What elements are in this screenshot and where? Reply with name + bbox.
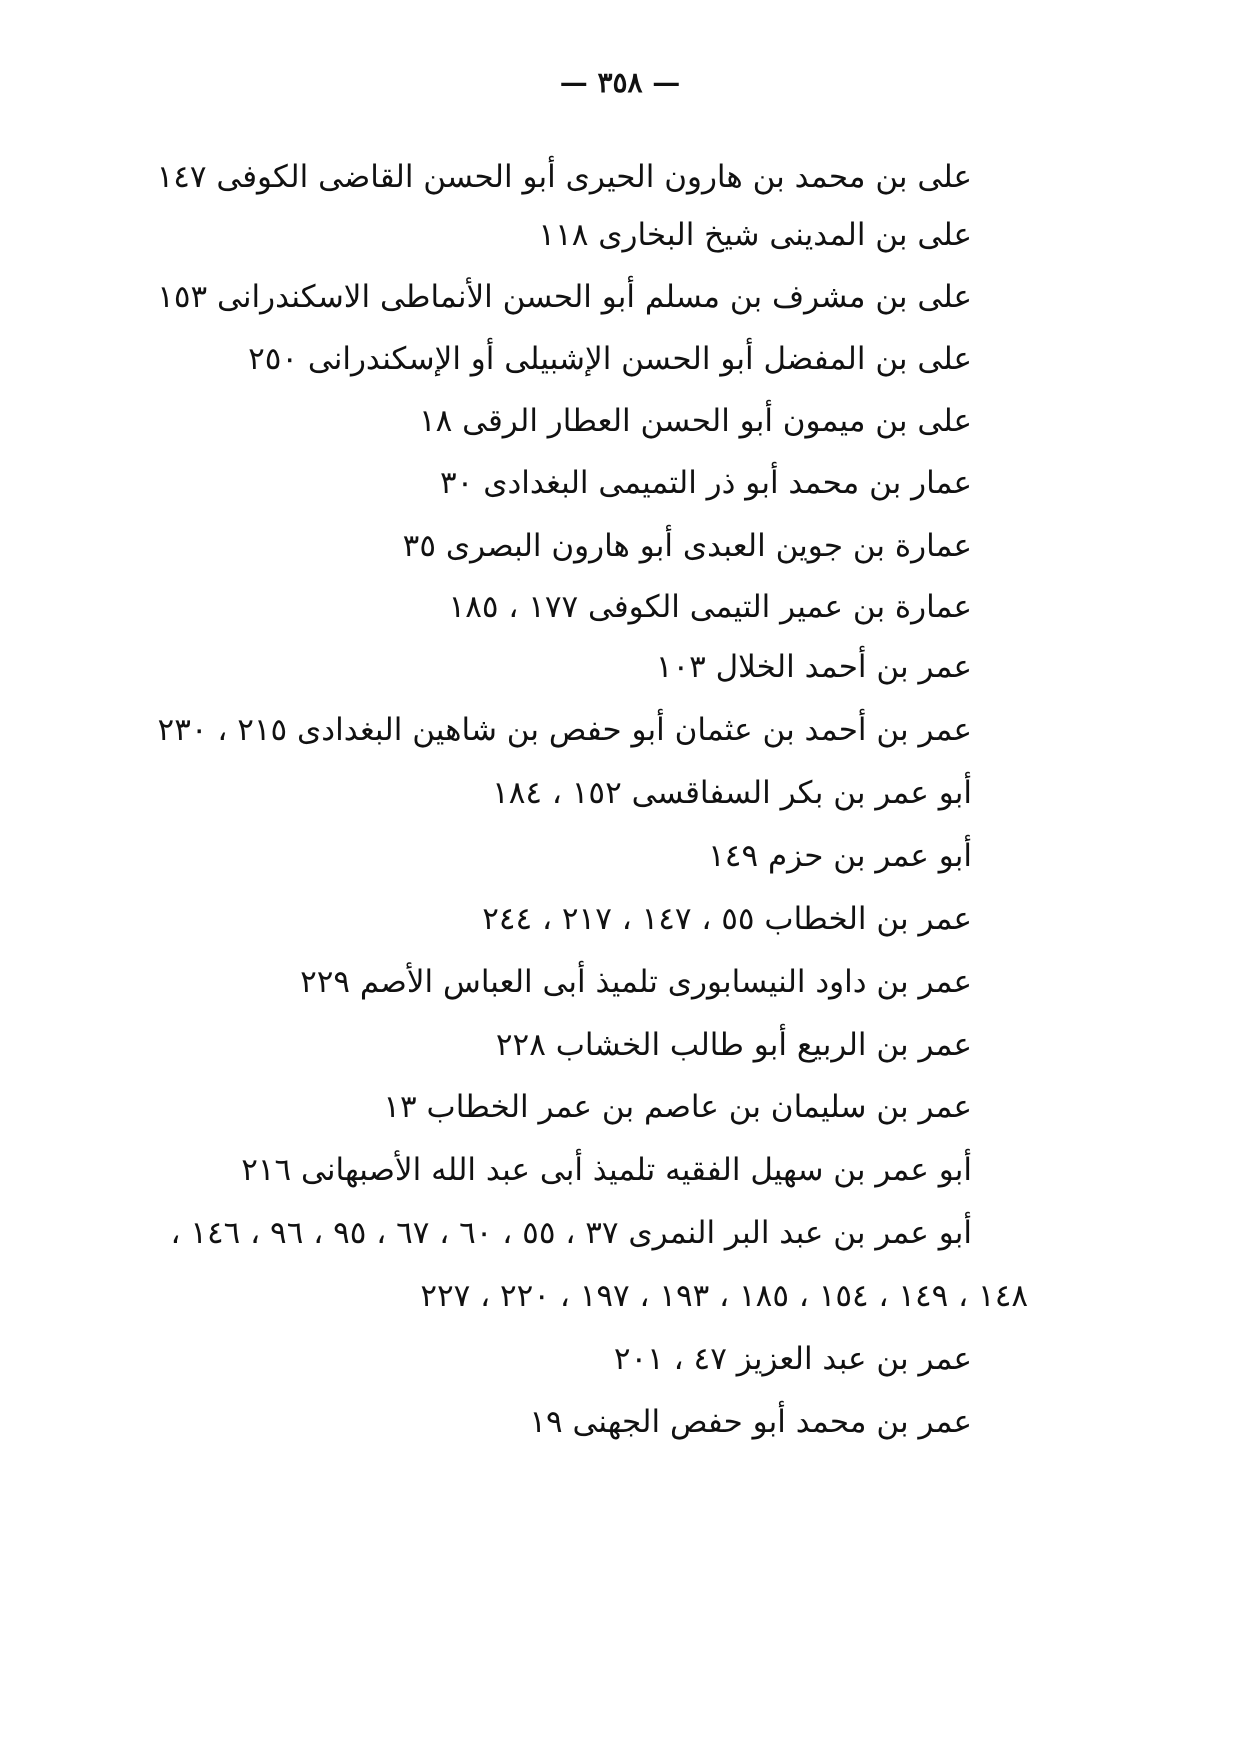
index-entry: عمارة بن عمير التيمى الكوفى ١٧٧ ، ١٨٥: [448, 589, 972, 625]
index-entry: أبو عمر بن عبد البر النمرى ٣٧ ، ٥٥ ، ٦٠ ، ٦٧ ، ٩٥ ، ٩٦ ، ١٤٦ ،: [170, 1215, 972, 1251]
page-number: — ٣٥٨ —: [559, 66, 681, 99]
index-entry: أبو عمر بن بكر السفاقسى ١٥٢ ، ١٨٤: [492, 775, 972, 811]
index-entry: على بن المفضل أبو الحسن الإشبيلى أو الإسكندرانى ٢٥٠: [248, 341, 972, 377]
index-entry: عمار بن محمد أبو ذر التميمى البغدادى ٣٠: [440, 465, 972, 501]
index-entry: عمر بن عبد العزيز ٤٧ ، ٢٠١: [613, 1341, 972, 1377]
index-entry: عمر بن أحمد الخلال ١٠٣: [655, 649, 972, 685]
index-entry: عمر بن أحمد بن عثمان أبو حفص بن شاهين البغدادى ٢١٥ ، ٢٣٠: [157, 712, 972, 748]
index-entry: عمر بن داود النيسابورى تلميذ أبى العباس الأصم ٢٢٩: [300, 964, 972, 1000]
index-entry-continuation: ١٤٨ ، ١٤٩ ، ١٥٤ ، ١٨٥ ، ١٩٣ ، ١٩٧ ، ٢٢٠ ، ٢٢٧: [420, 1278, 1028, 1314]
index-entry: عمر بن الخطاب ٥٥ ، ١٤٧ ، ٢١٧ ، ٢٤٤: [482, 901, 972, 937]
index-entry: على بن محمد بن هارون الحيرى أبو الحسن القاضى الكوفى ١٤٧: [156, 159, 972, 195]
index-entry: عمارة بن جوين العبدى أبو هارون البصرى ٣٥: [402, 528, 972, 564]
index-entry: على بن المدينى شيخ البخارى ١١٨: [538, 217, 972, 253]
index-entry: على بن ميمون أبو الحسن العطار الرقى ١٨: [418, 403, 972, 439]
index-entry: عمر بن محمد أبو حفص الجهنى ١٩: [529, 1404, 972, 1440]
index-entry: أبو عمر بن حزم ١٤٩: [708, 838, 972, 874]
index-entry: عمر بن الربيع أبو طالب الخشاب ٢٢٨: [495, 1027, 972, 1063]
index-entry: عمر بن سليمان بن عاصم بن عمر الخطاب ١٣: [383, 1089, 972, 1125]
index-entry: على بن مشرف بن مسلم أبو الحسن الأنماطى الاسكندرانى ١٥٣: [157, 279, 972, 315]
index-entry: أبو عمر بن سهيل الفقيه تلميذ أبى عبد الله الأصبهانى ٢١٦: [241, 1152, 972, 1188]
